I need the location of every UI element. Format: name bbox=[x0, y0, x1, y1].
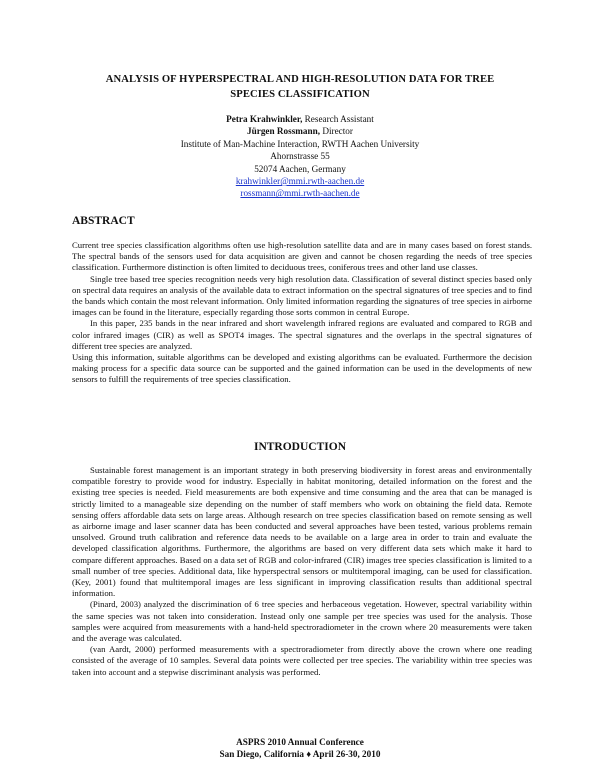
intro-paragraph-2: (Pinard, 2003) analyzed the discrimination of 6 tree species and herbaceous vegetation. However, spectral variability within the same species was not taken into consideration. Instead only one sample per tree species was used for the analysis. Those samples were acquired from measurements with a hand-held spectroradiometer in the crown where 20 measurements were taken and the average was calculated. bbox=[72, 599, 532, 644]
author-2-role: Director bbox=[320, 126, 353, 137]
author-1 bbox=[100, 113, 500, 125]
intro-paragraph-1: Sustainable forest management is an important strategy in both preserving biodiversity in forest areas and environmentally compatible forestry to provide wood for industry. Especially in habitat monitoring, detailed information on the forest and the existing tree species is needed. Field measurements are both expensive and time consuming and the area that can be managed is strictly limited to a manageable size depending on the number of staff members who work on obtaining the field data. Remote sensing offers affordable data sets on large areas. Although research on tree species classification based on remote sensing as well as airborne image and laser scanner data has been conducted and several approaches have been tested, various problems remain unsolved. Ground truth calibration and reference data needs to be available on a large area in order to train and evaluate the developed classification algorithms. Furthermore, the algorithms are based on very different data sets which make it hard to compare different approaches. Based on a data set of RGB and color-infrared (CIR) images tree species classification is limited to a small number of tree species. Additional data, like hyperspectral sensors or multitemporal imaging, can be used for classification. (Key, 2001) found that multitemporal images are less significant in improving classification results than additional spectral information. bbox=[72, 465, 532, 599]
author-1-role: Research Assistant bbox=[302, 114, 374, 124]
email-link-2[interactable]: rossmann@mmi.rwth-aachen.de bbox=[240, 188, 360, 199]
abstract-paragraph-1: Current tree species classification algorithms often use high-resolution satellite data and are in many cases based on forest stands. The spectral bands of the sensors used for data acquisition are given and cannot be chosen regarding the needs of tree species classification. Furthermore distinction is often limited to deciduous trees, coniferous trees and other land use classes. bbox=[72, 240, 532, 273]
author-2-name: Jürgen Rossmann, bbox=[247, 126, 321, 137]
author-block bbox=[100, 113, 500, 200]
title-line-1: ANALYSIS OF HYPERSPECTRAL AND HIGH-RESOLUTION DATA FOR TREE bbox=[105, 74, 495, 85]
street-address: Ahornstrasse 55 bbox=[270, 151, 330, 162]
footer-line-1: ASPRS 2010 Annual Conference bbox=[236, 737, 364, 747]
abstract-heading: ABSTRACT bbox=[72, 215, 135, 227]
author-2 bbox=[100, 125, 500, 137]
introduction-heading: INTRODUCTION bbox=[253, 441, 346, 453]
author-1-name: Petra Krahwinkler, bbox=[226, 114, 303, 124]
conference-footer bbox=[0, 737, 600, 760]
institute: Institute of Man-Machine Interaction, RWTH Aachen University bbox=[180, 138, 420, 149]
abstract-paragraph-2: Single tree based tree species recognition needs very high resolution data. Classification of several distinct species based only on spectral data requires an analysis of the available data to extract information on the spectral signatures of tree species and to find the bands which contain the most relevant information. Only limited information regarding the signatures of tree species in airborne images can be found in the literature, especially regarding those sorts common in central Europe. bbox=[72, 273, 532, 318]
abstract-paragraph-3: In this paper, 235 bands in the near infrared and short wavelength infrared regions are evaluated and compared to RGB and color infrared images (CIR) as well as SPOT4 images. The spectral signatures and the overlaps in the spectral signatures of different tree species are analyzed. bbox=[72, 318, 532, 351]
email-link-1[interactable]: krahwinkler@mmi.rwth-aachen.de bbox=[235, 176, 365, 187]
title-line-2: SPECIES CLASSIFICATION bbox=[230, 89, 370, 100]
abstract-paragraph-4: Using this information, suitable algorithms can be developed and existing algorithms can be evaluated. Furthermore the decision making process for a specific data source can be supported and the gained information can be used in the developments of new sensors to fulfill the requirements of tree species classification. bbox=[72, 352, 532, 385]
abstract-body bbox=[72, 240, 532, 386]
introduction-body bbox=[72, 465, 532, 678]
footer-line-2: San Diego, California ♦ April 26-30, 2010 bbox=[219, 748, 381, 759]
city-address: 52074 Aachen, Germany bbox=[254, 163, 346, 174]
paper-title bbox=[60, 72, 540, 102]
intro-paragraph-3: (van Aardt, 2000) performed measurements with a spectroradiometer from directly above the crown where one reading consisted of the average of 10 samples. Several data points were collected per tree species. The variability within tree species was taken into account and a stepwise discriminant analysis was performed. bbox=[72, 644, 532, 677]
